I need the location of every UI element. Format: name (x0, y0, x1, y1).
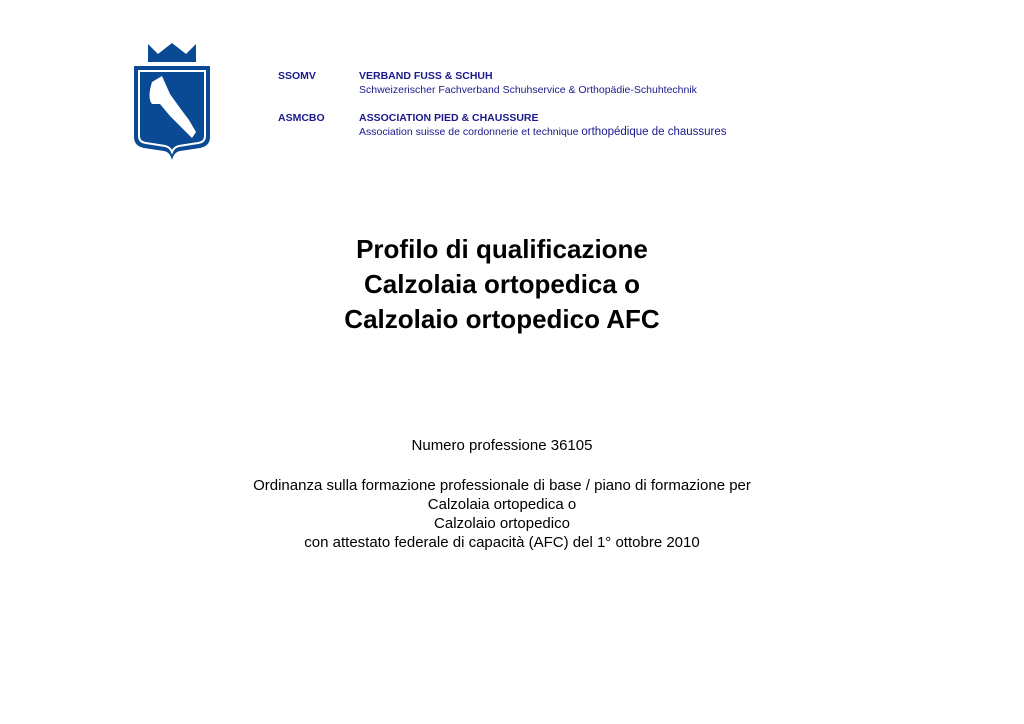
org-description-part1: Association suisse de cordonnerie et technique (359, 126, 582, 138)
org-abbreviation: SSOMV (278, 70, 316, 82)
org-name: VERBAND FUSS & SCHUH (359, 70, 493, 82)
crowned-shield-logo (132, 42, 212, 162)
title-line-1: Profilo di qualificazione (356, 234, 648, 264)
profession-number: Numero professione 36105 (411, 437, 593, 454)
ordinance-line-3: Calzolaio ortopedico (434, 515, 570, 532)
org-abbreviation: ASMCBO (278, 112, 325, 124)
crown-shape (148, 43, 196, 62)
org-block-ssomv (278, 69, 838, 97)
org-description: Schweizerischer Fachverband Schuhservice & Orthopädie-Schuhtechnik (359, 84, 697, 96)
org-description-part2: orthopédique de chaussures (581, 126, 727, 138)
spacer (0, 455, 1004, 476)
org-name: ASSOCIATION PIED & CHAUSSURE (359, 112, 539, 124)
ordinance-line-1: Ordinanza sulla formazione professionale di base / piano di formazione per (253, 477, 751, 494)
org-description (359, 125, 727, 139)
org-block-asmcbo (278, 111, 838, 139)
logo-svg (132, 42, 212, 162)
org-text (359, 69, 697, 97)
organization-header (278, 69, 838, 153)
org-text (359, 111, 727, 139)
title-line-2: Calzolaia ortopedica o (364, 269, 640, 299)
document-info (0, 436, 1004, 552)
ordinance-line-2: Calzolaia ortopedica o (427, 496, 577, 513)
title-line-3: Calzolaio ortopedico AFC (344, 304, 660, 334)
document-title (0, 232, 1004, 337)
ordinance-line-4: con attestato federale di capacità (AFC) del 1° ottobre 2010 (304, 534, 700, 551)
